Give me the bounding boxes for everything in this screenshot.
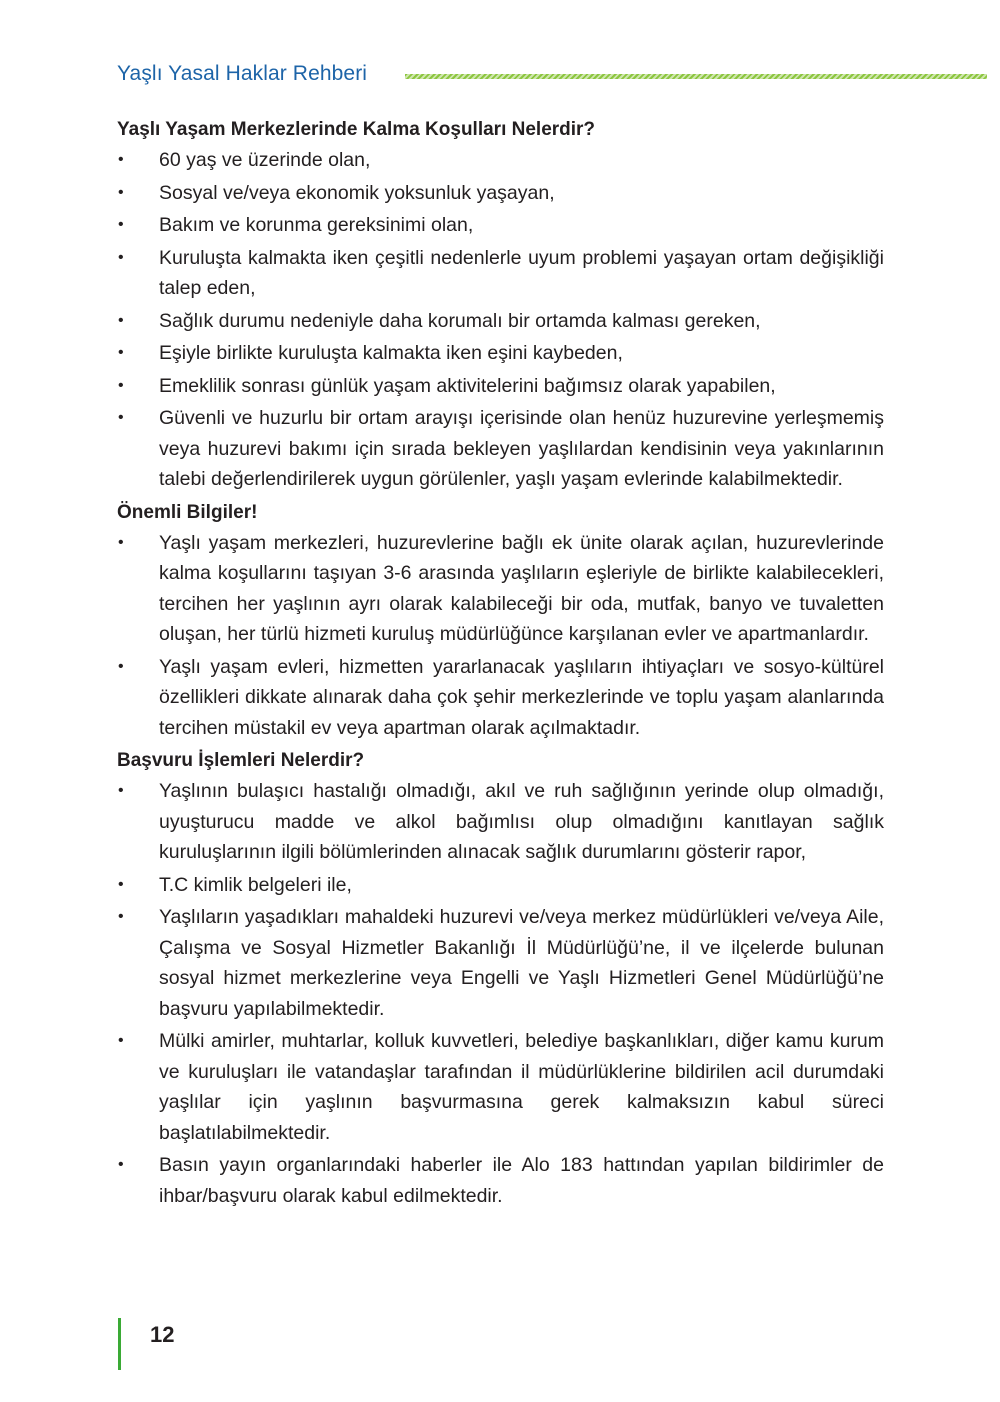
section-heading: Başvuru İşlemleri Nelerdir? (117, 750, 365, 771)
list-item-text: Yaşlıların yaşadıkları mahaldeki huzurevi ve/veya merkez müdürlükleri ve/veya Aile, Çalışma ve Sosyal Hizmetler Bakanlığı İl Müdürlüğü’ne, il ve ilçelerde bulunan sosyal hizmet merkezlerine veya Engelli ve Yaşlı Hizmetleri Genel Müdürlüğü’ne başvuru yapılabilmektedir. (159, 906, 884, 1020)
bullet-icon: • (118, 344, 124, 361)
list-item-text: Mülki amirler, muhtarlar, kolluk kuvvetleri, belediye başkanlıkları, diğer kamu kurum ve kuruluşları ile vatandaşlar tarafından il müdürlüklerine bildirilen acil durumdaki yaşlılar için yaşlının başvurmasına gerek kalmaksızın kabul süreci başlatılabilmektedir. (159, 1030, 884, 1144)
section-stay-conditions (117, 115, 884, 495)
list-item-text: Sağlık durumu nedeniyle daha korumalı bir ortamda kalması gereken, (159, 309, 761, 332)
list-item-text: Yaşlı yaşam merkezleri, huzurevlerine bağlı ek ünite olarak açılan, huzurevlerinde kalma koşullarını taşıyan 3-6 arasında yaşlıların eşleriyle de birlikte kalabilecekleri, tercihen her yaşlının ayrı olarak kalabileceği bir oda, mutfak, banyo ve tuvaletten oluşan, her türlü hizmeti kuruluş müdürlüğünce karşılanan evler ve apartmanlardır. (159, 531, 884, 645)
section-heading: Yaşlı Yaşam Merkezlerinde Kalma Koşulları Nelerdir? (117, 119, 596, 140)
list-item-text: Güvenli ve huzurlu bir ortam arayışı içerisinde olan henüz huzurevine yerleşmemiş veya huzurevi bakımı için sırada bekleyen yaşlılardan kendisinin veya yakınlarının talebi değerlendirilerek uygun görülenler, yaşlı yaşam evlerinde kalabilmektedir. (159, 407, 884, 490)
bullet-icon: • (118, 216, 124, 233)
bullet-icon: • (118, 376, 124, 394)
list-item (117, 1026, 884, 1148)
section-important-info (117, 498, 884, 744)
list-item-text: Kuruluşta kalmakta iken çeşitli nedenlerle uyum problemi yaşayan ortam değişikliği talep eden, (159, 246, 884, 299)
list-item-text: Basın yayın organlarındaki haberler ile Alo 183 hattından yapılan bildirimler de ihbar/başvuru olarak kabul edilmektedir. (159, 1154, 884, 1207)
list-item (117, 776, 884, 868)
list-item (117, 306, 884, 337)
list-item (117, 528, 884, 650)
bullet-icon: • (118, 875, 124, 893)
bullet-icon: • (118, 248, 124, 266)
bullet-icon: • (118, 657, 124, 675)
header-divider-rule (405, 74, 987, 79)
list-item-text: Yaşlının bulaşıcı hastalığı olmadığı, akıl ve ruh sağlığının yerinde olup olmadığı, uyuşturucu madde ve alkol bağımlısı olup olmadığını kanıtlayan sağlık kuruluşlarının ilgili bölümlerinden alınacak sağlık durumlarını gösterir rapor, (159, 780, 884, 863)
list-item-text: Emeklilik sonrası günlük yaşam aktivitelerini bağımsız olarak yapabilen, (159, 374, 776, 397)
list-item (117, 338, 884, 369)
list-item (117, 243, 884, 304)
running-header (117, 60, 987, 92)
bullet-icon: • (118, 1032, 124, 1049)
list-item (117, 210, 884, 241)
section-application-procedures (117, 746, 884, 1211)
bullet-icon: • (118, 533, 124, 551)
list-item (117, 145, 884, 176)
list-item (117, 652, 884, 744)
bullet-list (117, 776, 884, 1211)
bullet-list (117, 528, 884, 744)
bullet-icon: • (118, 908, 124, 925)
list-item-text: 60 yaş ve üzerinde olan, (159, 149, 371, 171)
list-item-text: Sosyal ve/veya ekonomik yoksunluk yaşayan, (159, 181, 555, 204)
bullet-icon: • (118, 1156, 124, 1173)
list-item-text: Bakım ve korunma gereksinimi olan, (159, 214, 474, 236)
list-item (117, 403, 884, 495)
list-item (117, 1150, 884, 1211)
section-heading: Önemli Bilgiler! (117, 501, 258, 523)
list-item (117, 178, 884, 209)
list-item (117, 870, 884, 901)
bullet-list (117, 145, 884, 495)
bullet-icon: • (118, 151, 124, 168)
footer-accent-bar (118, 1318, 121, 1370)
list-item-text: Yaşlı yaşam evleri, hizmetten yararlanacak yaşlıların ihtiyaçları ve sosyo-kültürel özellikleri dikkate alınarak daha çok şehir merkezlerinde ve toplu yaşam alanlarında tercihen müstakil ev veya apartman olarak açılmaktadır. (159, 655, 884, 739)
list-item-text: T.C kimlik belgeleri ile, (159, 873, 352, 896)
list-item-text: Eşiyle birlikte kuruluşta kalmakta iken eşini kaybeden, (159, 342, 623, 364)
bullet-icon: • (118, 183, 124, 201)
page-content (117, 115, 884, 1213)
list-item (117, 902, 884, 1024)
list-item (117, 371, 884, 402)
document-title: Yaşlı Yasal Haklar Rehberi (117, 62, 368, 85)
bullet-icon: • (118, 782, 124, 799)
bullet-icon: • (118, 409, 124, 426)
bullet-icon: • (118, 311, 124, 329)
page-number: 12 (150, 1322, 175, 1347)
